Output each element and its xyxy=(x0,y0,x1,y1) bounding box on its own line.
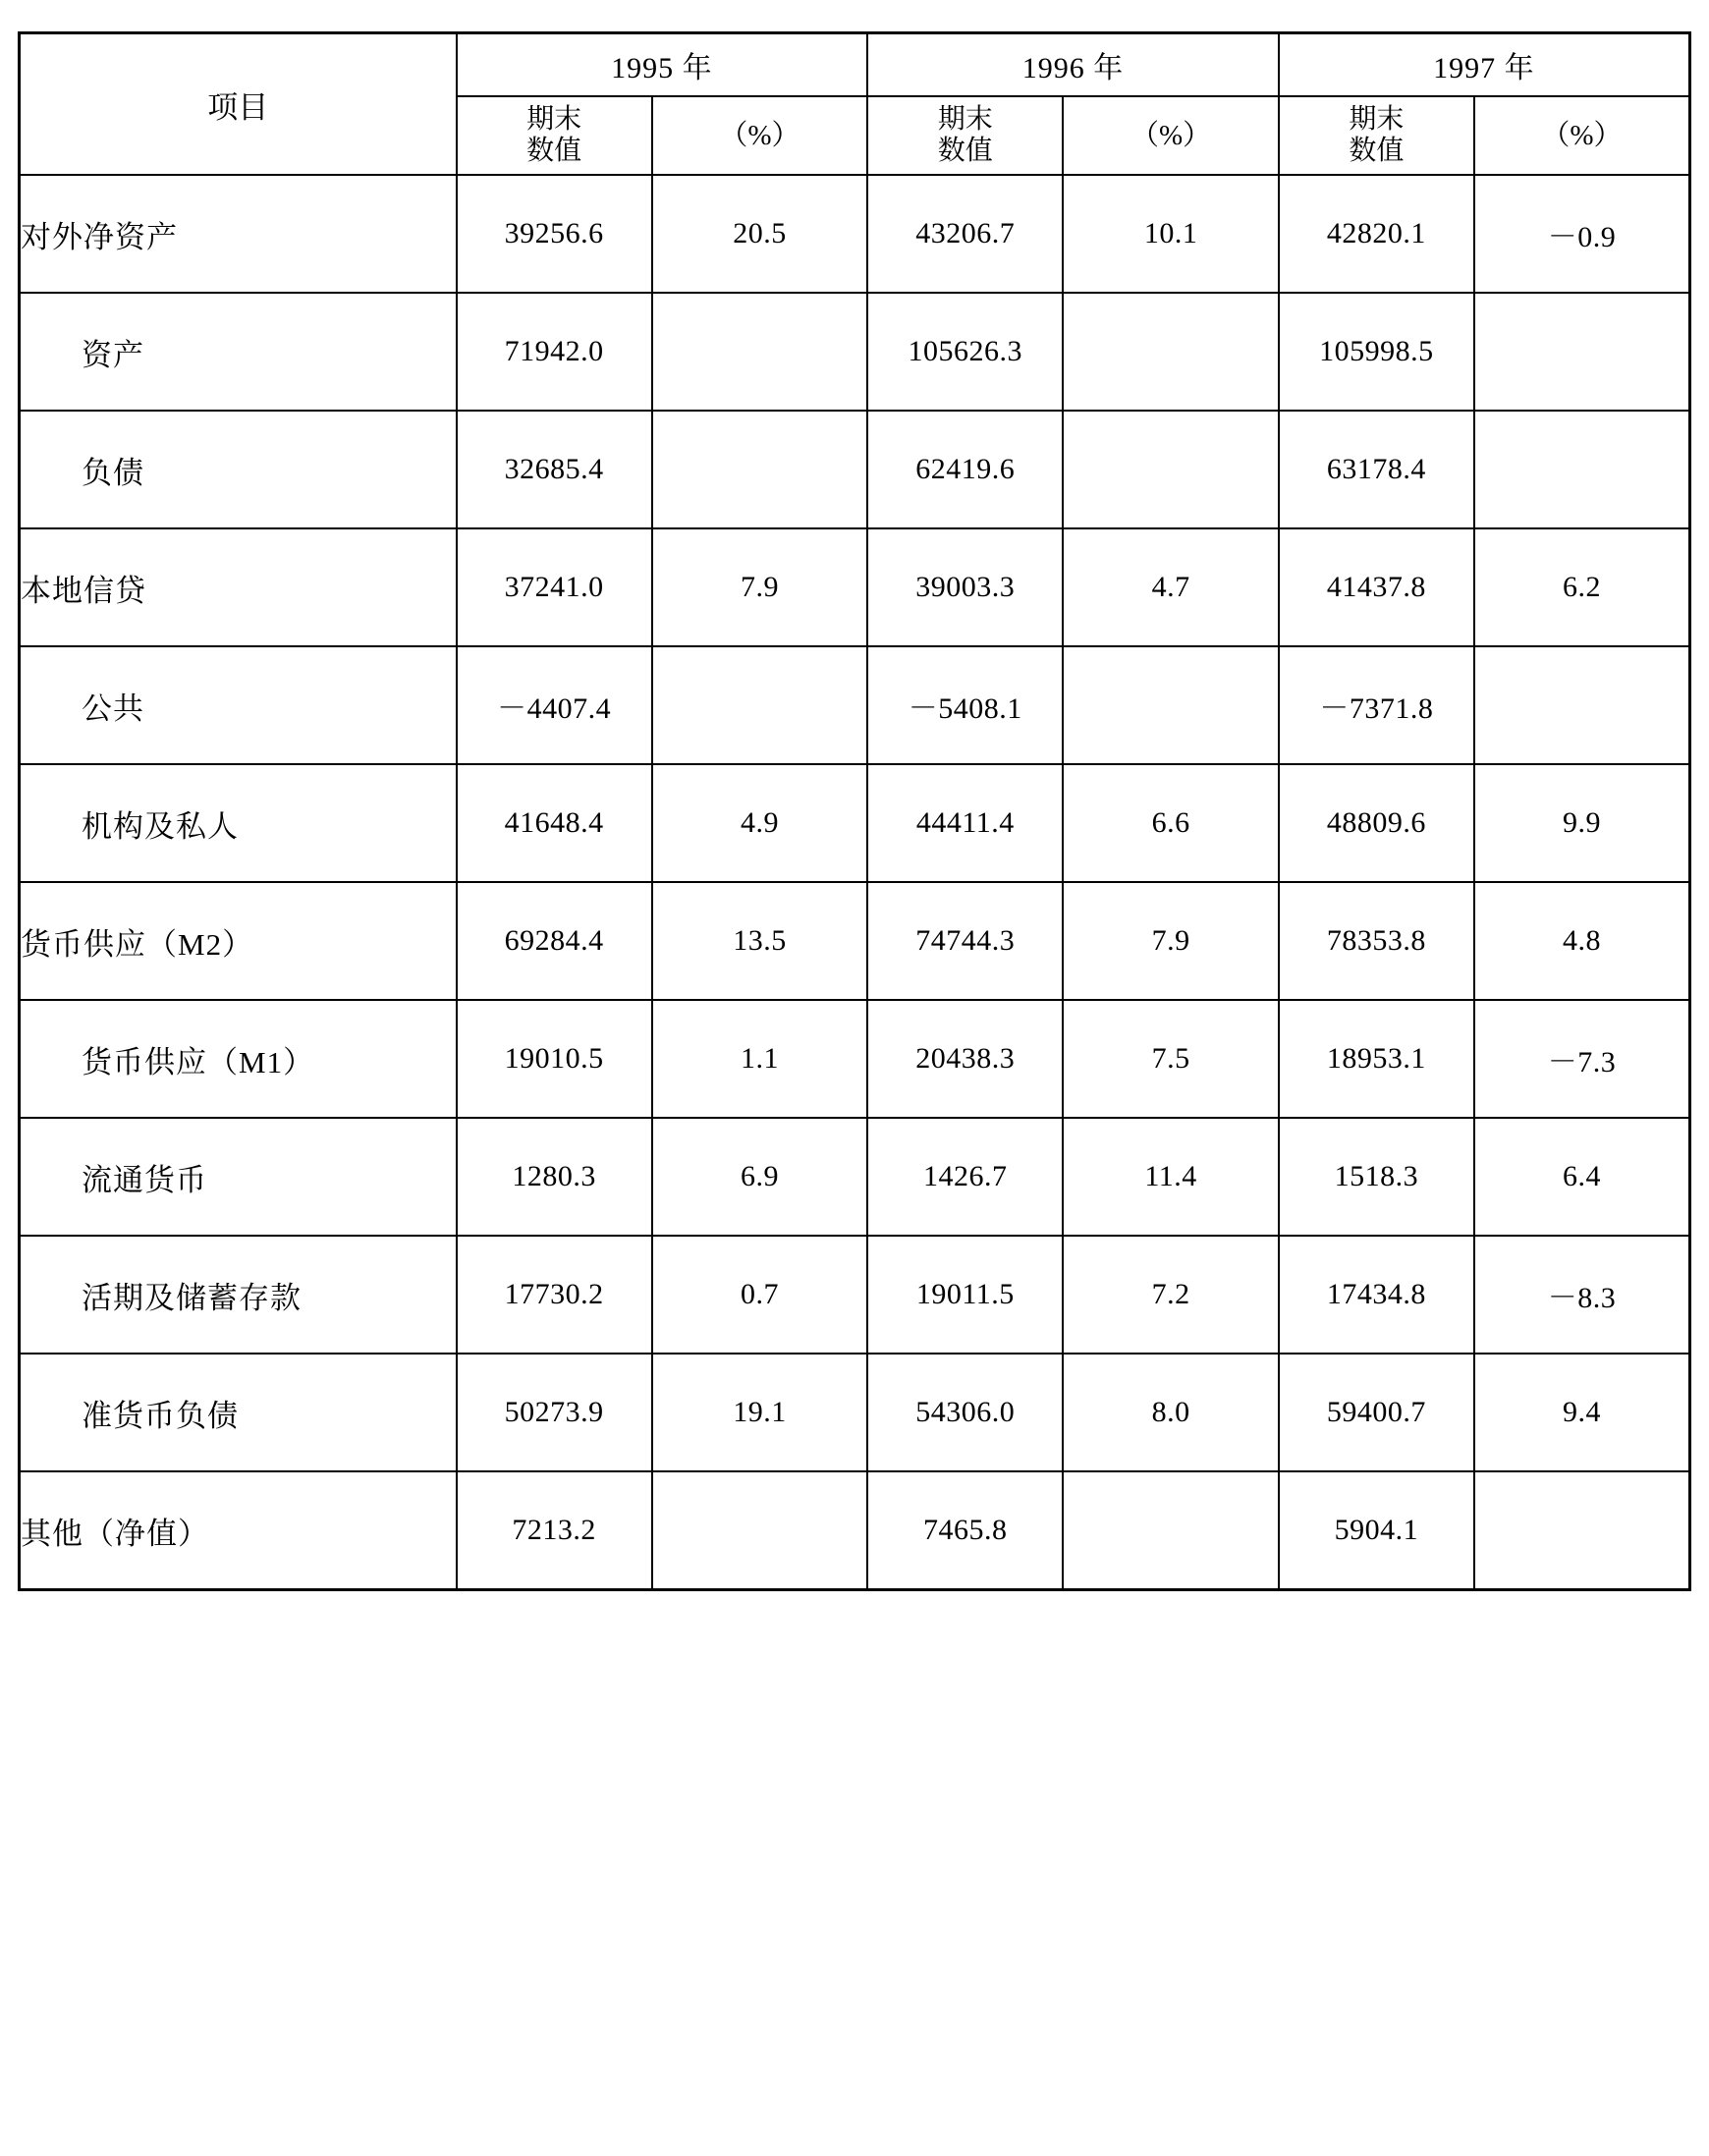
cell-percent xyxy=(1474,411,1690,528)
row-label: 负债 xyxy=(20,411,457,528)
cell-value: 105626.3 xyxy=(867,293,1063,411)
cell-percent xyxy=(1063,293,1278,411)
table-row xyxy=(20,1471,1690,1590)
table-row xyxy=(20,1118,1690,1236)
cell-percent: 10.1 xyxy=(1063,175,1278,293)
row-label: 资产 xyxy=(20,293,457,411)
cell-value: 1280.3 xyxy=(457,1118,652,1236)
cell-value: 19010.5 xyxy=(457,1000,652,1118)
cell-value: 50273.9 xyxy=(457,1354,652,1471)
table-row xyxy=(20,1354,1690,1471)
table-body xyxy=(20,175,1690,1590)
cell-value: 1426.7 xyxy=(867,1118,1063,1236)
value-header-line2: 数值 xyxy=(937,136,993,166)
cell-percent xyxy=(1063,646,1278,764)
cell-value: 41648.4 xyxy=(457,764,652,882)
cell-percent xyxy=(652,411,867,528)
table-header xyxy=(20,33,1690,176)
cell-value: 32685.4 xyxy=(457,411,652,528)
cell-percent: －8.3 xyxy=(1474,1236,1690,1354)
cell-value: 74744.3 xyxy=(867,882,1063,1000)
row-label: 公共 xyxy=(20,646,457,764)
table-row xyxy=(20,1000,1690,1118)
cell-percent: 6.9 xyxy=(652,1118,867,1236)
column-header-year-1997: 1997 年 xyxy=(1279,33,1690,97)
column-header-value-1997 xyxy=(1279,96,1474,175)
column-header-percent-1997: （%） xyxy=(1474,96,1690,175)
value-header-line2: 数值 xyxy=(1349,136,1405,166)
cell-percent xyxy=(1474,1471,1690,1590)
cell-value: 18953.1 xyxy=(1279,1000,1474,1118)
cell-percent: 9.9 xyxy=(1474,764,1690,882)
cell-value: 105998.5 xyxy=(1279,293,1474,411)
cell-value: 54306.0 xyxy=(867,1354,1063,1471)
column-header-value-1995 xyxy=(457,96,652,175)
column-header-percent-1996: （%） xyxy=(1063,96,1278,175)
cell-percent: 7.9 xyxy=(652,528,867,646)
cell-percent: 13.5 xyxy=(652,882,867,1000)
table-row xyxy=(20,1236,1690,1354)
cell-value: 71942.0 xyxy=(457,293,652,411)
cell-percent: 6.2 xyxy=(1474,528,1690,646)
cell-value: 41437.8 xyxy=(1279,528,1474,646)
value-header-line1: 期末 xyxy=(1349,103,1405,135)
cell-value: 39256.6 xyxy=(457,175,652,293)
cell-percent: 11.4 xyxy=(1063,1118,1278,1236)
column-header-item: 项目 xyxy=(20,33,457,176)
cell-percent: 4.9 xyxy=(652,764,867,882)
cell-percent: 7.5 xyxy=(1063,1000,1278,1118)
value-header-line1: 期末 xyxy=(937,103,993,135)
row-label: 货币供应（M1） xyxy=(20,1000,457,1118)
cell-value: 7213.2 xyxy=(457,1471,652,1590)
cell-percent: 1.1 xyxy=(652,1000,867,1118)
cell-value: 17730.2 xyxy=(457,1236,652,1354)
cell-value: 78353.8 xyxy=(1279,882,1474,1000)
cell-value: 43206.7 xyxy=(867,175,1063,293)
table-row xyxy=(20,411,1690,528)
cell-percent xyxy=(1063,411,1278,528)
row-label: 流通货币 xyxy=(20,1118,457,1236)
cell-percent xyxy=(652,646,867,764)
table-row xyxy=(20,293,1690,411)
row-label: 准货币负债 xyxy=(20,1354,457,1471)
cell-value: 17434.8 xyxy=(1279,1236,1474,1354)
row-label: 机构及私人 xyxy=(20,764,457,882)
cell-value: 7465.8 xyxy=(867,1471,1063,1590)
cell-value: －4407.4 xyxy=(457,646,652,764)
row-label: 货币供应（M2） xyxy=(20,882,457,1000)
row-label: 其他（净值） xyxy=(20,1471,457,1590)
cell-percent: 4.8 xyxy=(1474,882,1690,1000)
cell-percent: －0.9 xyxy=(1474,175,1690,293)
table-row xyxy=(20,764,1690,882)
financial-table-container xyxy=(18,31,1691,1591)
cell-percent xyxy=(1474,293,1690,411)
cell-value: 5904.1 xyxy=(1279,1471,1474,1590)
cell-percent: 0.7 xyxy=(652,1236,867,1354)
cell-value: 59400.7 xyxy=(1279,1354,1474,1471)
cell-value: 20438.3 xyxy=(867,1000,1063,1118)
cell-value: 63178.4 xyxy=(1279,411,1474,528)
cell-percent xyxy=(652,1471,867,1590)
cell-value: 39003.3 xyxy=(867,528,1063,646)
header-row-years xyxy=(20,33,1690,97)
cell-value: 62419.6 xyxy=(867,411,1063,528)
cell-percent: 19.1 xyxy=(652,1354,867,1471)
cell-value: 37241.0 xyxy=(457,528,652,646)
row-label: 本地信贷 xyxy=(20,528,457,646)
cell-percent: －7.3 xyxy=(1474,1000,1690,1118)
cell-percent: 6.4 xyxy=(1474,1118,1690,1236)
table-row xyxy=(20,882,1690,1000)
cell-percent xyxy=(1474,646,1690,764)
cell-percent: 20.5 xyxy=(652,175,867,293)
cell-value: －5408.1 xyxy=(867,646,1063,764)
cell-percent xyxy=(1063,1471,1278,1590)
column-header-year-1995: 1995 年 xyxy=(457,33,868,97)
cell-value: 69284.4 xyxy=(457,882,652,1000)
cell-percent: 6.6 xyxy=(1063,764,1278,882)
cell-percent: 7.9 xyxy=(1063,882,1278,1000)
row-label: 对外净资产 xyxy=(20,175,457,293)
cell-percent: 7.2 xyxy=(1063,1236,1278,1354)
cell-value: 42820.1 xyxy=(1279,175,1474,293)
financial-table xyxy=(18,31,1691,1591)
value-header-line1: 期末 xyxy=(526,103,582,135)
cell-value: 48809.6 xyxy=(1279,764,1474,882)
cell-value: 1518.3 xyxy=(1279,1118,1474,1236)
cell-value: 19011.5 xyxy=(867,1236,1063,1354)
column-header-percent-1995: （%） xyxy=(652,96,867,175)
cell-percent xyxy=(652,293,867,411)
column-header-value-1996 xyxy=(867,96,1063,175)
cell-value: －7371.8 xyxy=(1279,646,1474,764)
cell-percent: 9.4 xyxy=(1474,1354,1690,1471)
table-row xyxy=(20,528,1690,646)
row-label: 活期及储蓄存款 xyxy=(20,1236,457,1354)
table-row xyxy=(20,175,1690,293)
cell-percent: 8.0 xyxy=(1063,1354,1278,1471)
table-row xyxy=(20,646,1690,764)
cell-percent: 4.7 xyxy=(1063,528,1278,646)
column-header-year-1996: 1996 年 xyxy=(867,33,1279,97)
cell-value: 44411.4 xyxy=(867,764,1063,882)
value-header-line2: 数值 xyxy=(526,136,582,166)
